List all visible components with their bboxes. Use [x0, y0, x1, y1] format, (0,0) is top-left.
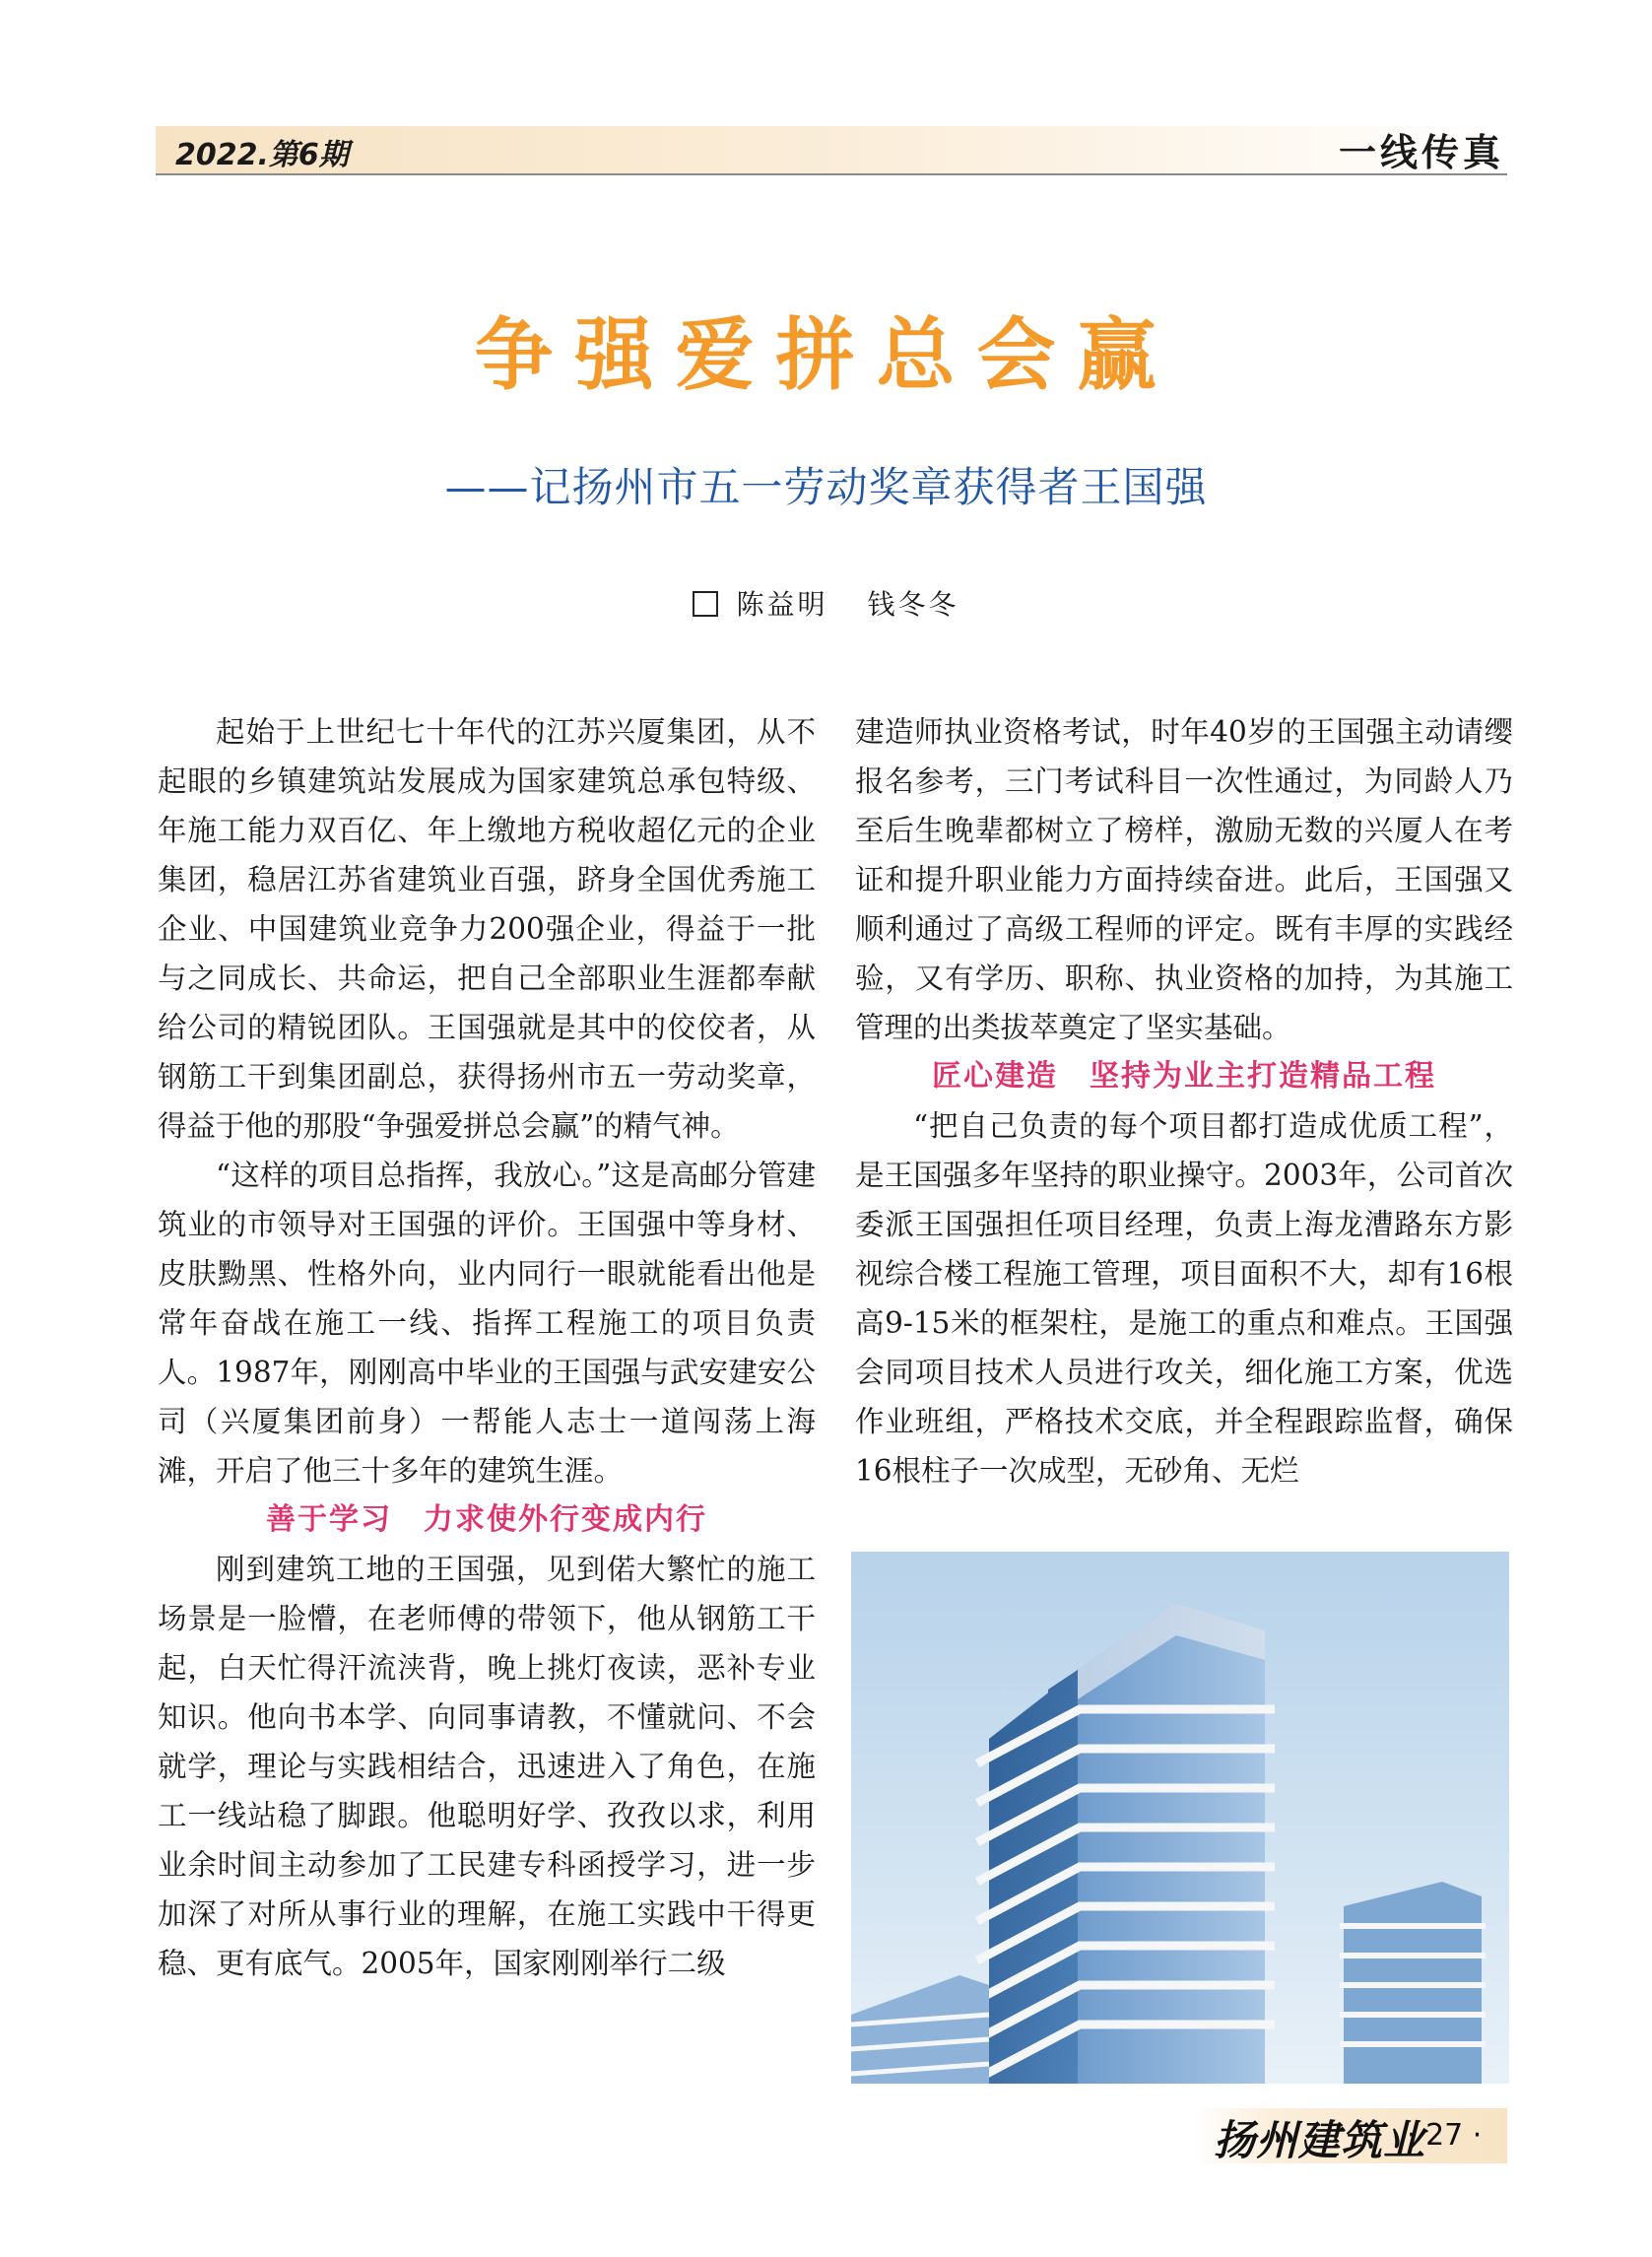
building-photo	[851, 1552, 1509, 2084]
section-heading: 匠心建造 坚持为业主打造精品工程	[932, 1059, 1436, 1094]
right-column	[855, 707, 1513, 1495]
paragraph: 刚到建筑工地的王国强，见到偌大繁忙的施工场景是一脸懵，在老师傅的带领下，他从钢筋工干起，白天忙得汗流浃背，晚上挑灯夜读，恶补专业知识。他向书本学、向同事请教，不懂就问、不会就学，理论与实践相结合，迅速进入了角色，在施工一线站稳了脚跟。他聪明好学、孜孜以求，利用业余时间主动参加了工民建专科函授学习，进一步加深了对所从事行业的理解，在施工实践中干得更稳、更有底气。2005年，国家刚刚举行二级	[158, 1553, 816, 1980]
paragraph: “把自己负责的每个项目都打造成优质工程”，是王国强多年坚持的职业操守。2003年，公司首次委派王国强担任项目经理，负责上海龙漕路东方影视综合楼工程施工管理，项目面积不大，却有16根高9-15米的框架柱，是施工的重点和难点。王国强会同项目技术人员进行攻关，细化施工方案，优选作业班组，严格技术交底，并全程跟踪监督，确保16根柱子一次成型，无砂角、无烂	[855, 1109, 1513, 1488]
header-band	[156, 126, 1507, 173]
magazine-name: 扬州建筑业	[1214, 2116, 1426, 2164]
issue-number: 2022.第6期	[175, 138, 349, 172]
column-name: 一线传真	[1338, 131, 1504, 174]
paragraph: 起始于上世纪七十年代的江苏兴厦集团，从不起眼的乡镇建筑站发展成为国家建筑总承包特级、年施工能力双百亿、年上缴地方税收超亿元的企业集团，稳居江苏省建筑业百强，跻身全国优秀施工企业、中国建筑业竞争力200强企业，得益于一批与之同成长、共命运，把自己全部职业生涯都奉献给公司的精锐团队。王国强就是其中的佼佼者，从钢筋工干到集团副总，获得扬州市五一劳动奖章，得益于他的那股“争强爱拼总会赢”的精气神。	[158, 715, 816, 1143]
page-number: · 27 ·	[1407, 2118, 1483, 2153]
paragraph: “这样的项目总指挥，我放心。”这是高邮分管建筑业的市领导对王国强的评价。王国强中等身材、皮肤黝黑、性格外向，业内同行一眼就能看出他是常年奋战在施工一线、指挥工程施工的项目负责人。1987年，刚刚高中毕业的王国强与武安建安公司（兴厦集团前身）一帮能人志士一道闯荡上海滩，开启了他三十多年的建筑生涯。	[158, 1159, 816, 1488]
square-icon	[693, 591, 718, 617]
byline	[0, 583, 1652, 623]
article-title: 争强爱拼总会赢	[474, 309, 1178, 401]
article-subtitle: ——记扬州市五一劳动奖章获得者王国强	[444, 463, 1208, 511]
paragraph: 建造师执业资格考试，时年40岁的王国强主动请缨报名参考，三门考试科目一次性通过，为同龄人乃至后生晚辈都树立了榜样，激励无数的兴厦人在考证和提升职业能力方面持续奋进。此后，王国强又顺利通过了高级工程师的评定。既有丰厚的实践经验，又有学历、职称、执业资格的加持，为其施工管理的出类拔萃奠定了坚实基础。	[855, 715, 1513, 1044]
header-rule	[156, 173, 1507, 175]
author-1: 陈益明	[736, 588, 828, 621]
author-2: 钱冬冬	[867, 588, 959, 621]
section-heading: 善于学习 力求使外行变成内行	[266, 1502, 707, 1537]
left-column	[158, 707, 816, 1988]
